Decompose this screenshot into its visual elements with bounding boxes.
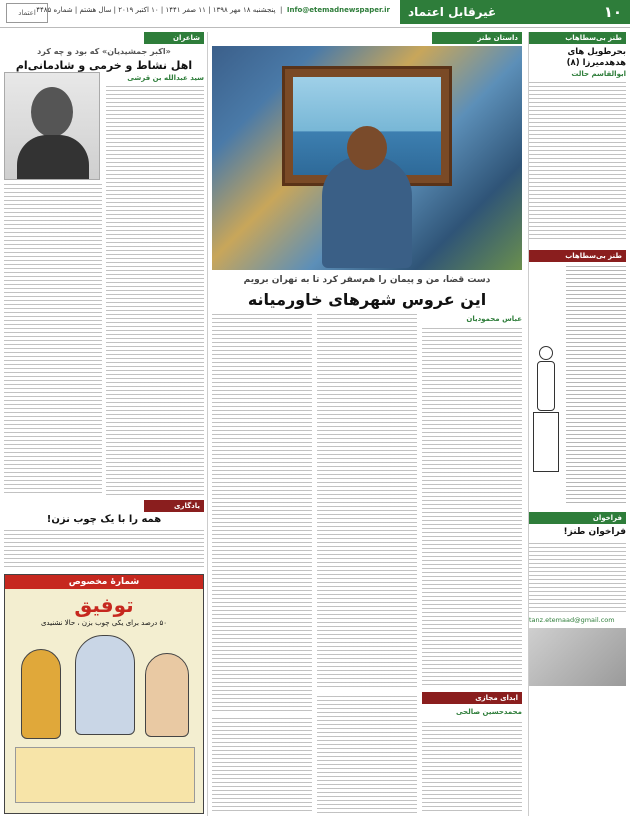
article-headline: اهل نشاط و خرمی و شادمانی‌ام: [15, 59, 193, 72]
painting-figure: [322, 156, 412, 268]
article-kicker: «اکبر جمشیدیان» که بود و چه کرد: [37, 47, 171, 56]
contact-email[interactable]: tanz.etemaad@gmail.com: [529, 615, 615, 624]
article-kicker: دست قضا، من و پیمان را هم‌سفر کرد تا به تهران برویم: [243, 275, 491, 285]
call-body: [529, 543, 626, 613]
cartoon-head: [539, 346, 553, 360]
writing-hand-photo: [529, 628, 626, 686]
article-body-col-2: [317, 314, 417, 688]
article-body-col-1: [106, 86, 204, 496]
column-divider: [207, 32, 208, 816]
article-body-col-2: [4, 184, 102, 496]
article-author: عباس محمودیان: [466, 315, 522, 323]
portrait-face: [31, 87, 73, 137]
column-divider: [528, 32, 529, 816]
comic-banner: شمارهٔ مخصوص: [5, 575, 203, 589]
section-title: غیرقابل اعتماد: [408, 5, 497, 19]
comic-scene-floor: [15, 747, 195, 803]
newspaper-logo: اعتماد: [6, 3, 48, 23]
section-label: طنز بی‌سطاهاب: [529, 32, 626, 44]
section-label-2: یادگاری: [144, 500, 204, 512]
article-headline: این عروس شهرهای خاورمیانه: [247, 290, 487, 309]
poem-body-1: [422, 722, 522, 814]
comic-character-3: [145, 653, 189, 737]
section-label-2: طنز بی‌سطاهاب: [529, 250, 626, 262]
portrait-suit: [17, 135, 89, 179]
cartoon-figure: [533, 412, 559, 472]
poem-body-3: [212, 718, 312, 814]
cartoon-illustration: [529, 346, 563, 496]
right-column: [529, 32, 626, 816]
painting-figure-head: [347, 126, 387, 170]
comic-title: توفیق: [74, 593, 134, 617]
section-label: شاعران: [144, 32, 204, 44]
section-label-3: فراخوان: [529, 512, 626, 524]
email-address: Info@etemadnewspaper.ir: [286, 6, 390, 14]
call-headline: فراخوان طنز!: [563, 527, 626, 538]
date-line: Info@etemadnewspaper.ir | پنجشنبه ۱۸ مهر ۱۳۹۸ | ۱۱ صفر ۱۴۴۱ | ۱۰ اکتبر ۲۰۱۹ | سال هشتم | شماره ۴۴۸۵: [36, 6, 390, 14]
poem-body-2: [317, 696, 417, 814]
comic-magazine-cover: [4, 574, 204, 814]
comic-subtitle: ۵۰ درصد برای یکی چوب بزن ، حالا نشنیدی: [40, 619, 168, 627]
article-body-col-3: [212, 314, 312, 714]
cartoon-body: [537, 361, 555, 411]
section-label-2: ابدای مجازی: [422, 692, 522, 704]
article-body-col-1: [422, 328, 522, 688]
article-body: [529, 82, 626, 242]
comic-character-2: [75, 635, 135, 735]
center-column: [212, 32, 522, 816]
page-number: ۱۰: [603, 3, 622, 21]
article-author: سید عبدالله بن قرشی: [127, 74, 204, 82]
section-header: [400, 0, 630, 24]
left-column: [4, 32, 204, 816]
portrait-photo: [4, 72, 100, 180]
section-label: داستان طنز: [432, 32, 522, 44]
comic-character-1: [21, 649, 61, 739]
article-author: ابوالقاسم حالت: [571, 70, 626, 79]
article-body-2: [566, 266, 626, 506]
poem-author: محمدحسین صالحی: [455, 708, 522, 716]
feature-painting: [212, 46, 522, 270]
issue-info: پنجشنبه ۱۸ مهر ۱۳۹۸ | ۱۱ صفر ۱۴۴۱ | ۱۰ اکتبر ۲۰۱۹ | سال هشتم | شماره ۴۴۸۵: [36, 6, 276, 14]
memory-headline: همه را با یک چوب نزن!: [46, 514, 162, 525]
memory-body: [4, 530, 204, 570]
article-headline: بحرطویل های هدهدمیرزا (۸): [566, 47, 626, 68]
